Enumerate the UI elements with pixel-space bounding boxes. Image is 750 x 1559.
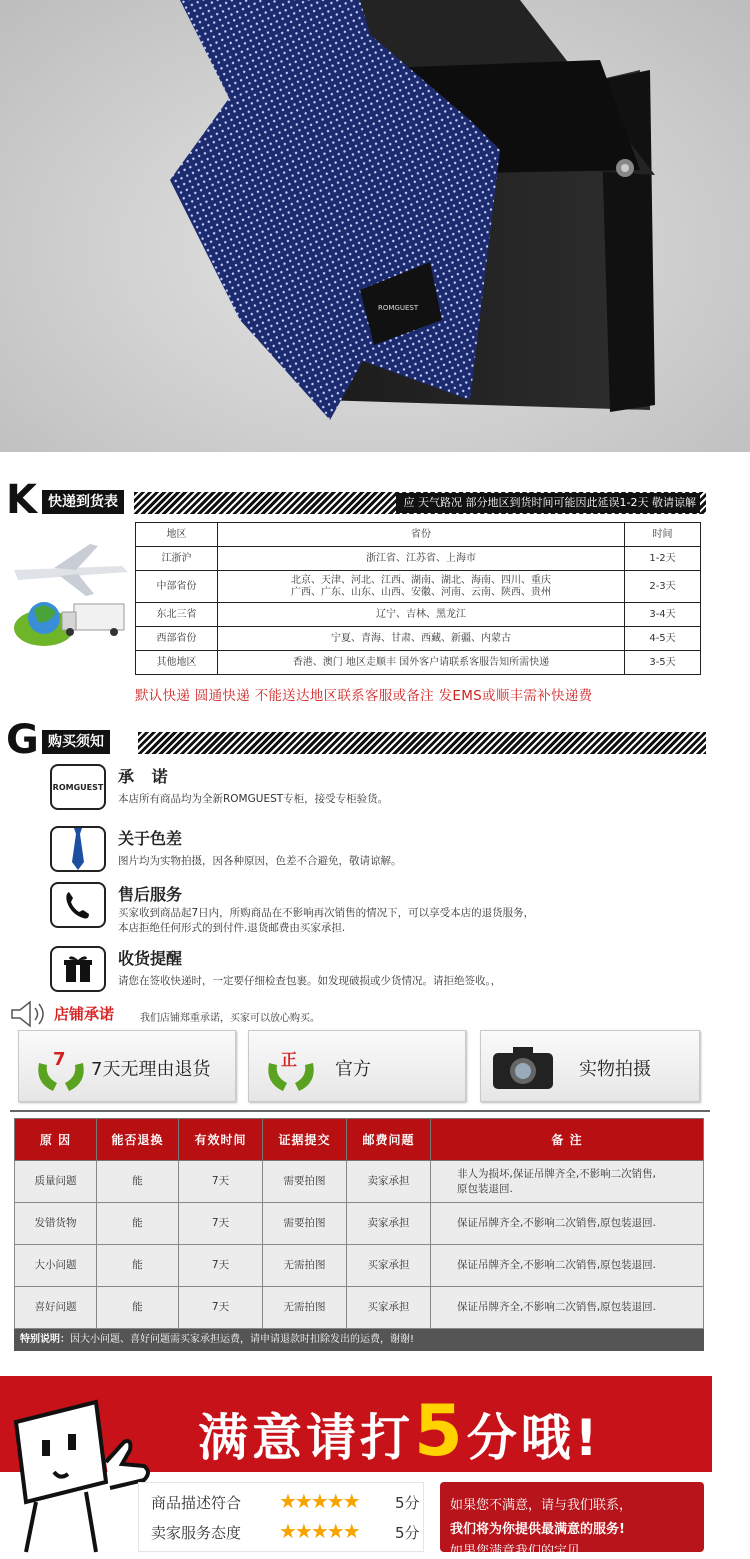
notice-text: 买家收到商品起7日内，所购商品在不影响再次销售的情况下，可以享受本店的退货服务， [118, 907, 535, 919]
returnable-cell: 能 [97, 1245, 179, 1287]
promise-label: 店铺承诺 [54, 1005, 115, 1023]
notice-text-2: 本店拒绝任何形式的到付件.退货邮费由买家承担. [118, 922, 346, 934]
evidence-cell: 需要拍图 [263, 1203, 347, 1245]
rating-title-b: 分哦! [466, 1409, 602, 1467]
reason-cell: 发错货物 [15, 1203, 97, 1245]
period-cell: 7天 [179, 1203, 263, 1245]
return-policy-table [14, 1118, 704, 1329]
badge-label: 实物拍摄 [579, 1059, 651, 1080]
table-header-row [15, 1119, 704, 1161]
camera-icon [491, 1043, 555, 1091]
section-title: 购买须知 [42, 730, 110, 754]
notice-title: 收货提醒 [118, 949, 183, 968]
badge-real-photo [480, 1030, 700, 1102]
mascot-thumbs-up-icon [6, 1392, 156, 1552]
time-cell: 3-4天 [625, 603, 701, 627]
header-cell: 证据提交 [263, 1119, 347, 1161]
rating-row [151, 1489, 421, 1515]
section-title: 快递到货表 [42, 490, 124, 514]
evidence-cell: 需要拍图 [263, 1161, 347, 1203]
provinces-cell: 宁夏、青海、甘肃、西藏、新疆、内蒙古 [218, 627, 625, 651]
header-cell: 原 因 [15, 1119, 97, 1161]
table-row [136, 603, 701, 627]
region-cell: 西部省份 [136, 627, 218, 651]
table-row [15, 1245, 704, 1287]
shipping-section-header [6, 477, 706, 523]
notice-text: 本店所有商品均为全新ROMGUEST专柜，接受专柜验货。 [118, 793, 389, 805]
hands-leaf-icon [263, 1043, 319, 1093]
time-cell: 3-5天 [625, 651, 701, 675]
provinces-cell: 香港、澳门 地区走顺丰 国外客户请联系客服告知所需快递 [218, 651, 625, 675]
footer-text: 因大小问题、喜好问题需买家承担运费，请申请退款时扣除发出的运费，谢谢! [70, 1334, 415, 1345]
contact-text-2: 我们将为你提供最满意的服务! [450, 1522, 625, 1537]
notice-text: 图片均为实物拍摄，因各种原因，色差不合避免，敬请谅解。 [118, 855, 402, 867]
header-cell: 能否退换 [97, 1119, 179, 1161]
contact-text-1: 如果您不满意，请与我们联系， [450, 1498, 633, 1513]
notice-title: 承 诺 [118, 767, 174, 786]
badge-7-day-return [18, 1030, 236, 1102]
table-row [136, 651, 701, 675]
note-cell: 保证吊牌齐全,不影响二次销售,原包装退回. [431, 1203, 704, 1245]
note-cell: 非人为损坏,保证吊牌齐全,不影响二次销售, 原包装退回. [431, 1161, 704, 1203]
badge-label: 7天无理由退货 [91, 1059, 211, 1080]
provinces-cell: 浙江省、江苏省、上海市 [218, 547, 625, 571]
star-rating-icon: ★★★★★ [279, 1519, 359, 1543]
notice-title: 关于色差 [118, 829, 183, 848]
hands-leaf-icon [33, 1043, 89, 1093]
rating-row [151, 1519, 421, 1545]
header-cell: 省份 [218, 523, 625, 547]
product-photo [0, 0, 750, 452]
returnable-cell: 能 [97, 1203, 179, 1245]
gift-icon [50, 946, 106, 992]
notice-text: 请您在签收快递时，一定要仔细检查包裹。如发现破损或少货情况。请拒绝签收。， [118, 975, 502, 987]
airplane-truck-icon [4, 540, 132, 650]
provinces-cell: 辽宁、吉林、黑龙江 [218, 603, 625, 627]
purchase-section-header [6, 717, 706, 763]
time-cell: 4-5天 [625, 627, 701, 651]
region-cell: 中部省份 [136, 571, 218, 603]
region-cell: 其他地区 [136, 651, 218, 675]
shipping-table [135, 522, 701, 675]
evidence-cell: 无需拍图 [263, 1287, 347, 1329]
header-cell: 邮费问题 [347, 1119, 431, 1161]
period-cell: 7天 [179, 1161, 263, 1203]
reason-cell: 大小问题 [15, 1245, 97, 1287]
rating-score: 5分 [395, 1524, 420, 1542]
footer-label: 特别说明： [20, 1334, 70, 1345]
striped-bar [138, 732, 706, 754]
badge-official [248, 1030, 466, 1102]
table-row [136, 547, 701, 571]
shipping-footer-note: 默认快递 圆通快递 不能送达地区联系客服或备注 发EMS或顺丰需补快递费 [135, 688, 593, 704]
divider [10, 1110, 710, 1112]
phone-icon [50, 882, 106, 928]
time-cell: 1-2天 [625, 547, 701, 571]
rating-title-number: 5 [414, 1390, 467, 1472]
postage-cell: 卖家承担 [347, 1161, 431, 1203]
badge-label: 官方 [335, 1059, 371, 1080]
rating-label: 商品描述符合 [151, 1494, 242, 1512]
shop-promise-row [10, 1000, 610, 1028]
header-cell: 地区 [136, 523, 218, 547]
postage-cell: 买家承担 [347, 1245, 431, 1287]
table-row [136, 627, 701, 651]
returnable-cell: 能 [97, 1161, 179, 1203]
promise-text: 我们店铺郑重承诺，买家可以放心购买。 [140, 1013, 320, 1024]
tie-in-box-image [0, 0, 750, 452]
table-row [136, 571, 701, 603]
notice-title: 售后服务 [118, 885, 183, 904]
rating-score: 5分 [395, 1494, 420, 1512]
period-cell: 7天 [179, 1287, 263, 1329]
section-letter: K [6, 477, 37, 523]
logo-text: ROMGUEST [52, 782, 104, 792]
section-letter: G [6, 717, 39, 763]
rating-scores [138, 1482, 424, 1552]
table-header-row [136, 523, 701, 547]
reason-cell: 质量问题 [15, 1161, 97, 1203]
badge-mark: 7 [53, 1049, 66, 1070]
note-cell: 保证吊牌齐全,不影响二次销售,原包装退回. [431, 1245, 704, 1287]
note-cell: 保证吊牌齐全,不影响二次销售,原包装退回. [431, 1287, 704, 1329]
evidence-cell: 无需拍图 [263, 1245, 347, 1287]
romguest-logo-icon [50, 764, 106, 810]
region-cell: 东北三省 [136, 603, 218, 627]
table-row [15, 1287, 704, 1329]
reason-cell: 喜好问题 [15, 1287, 97, 1329]
time-cell: 2-3天 [625, 571, 701, 603]
header-cell: 有效时间 [179, 1119, 263, 1161]
rating-banner [0, 1376, 750, 1559]
rating-label: 卖家服务态度 [151, 1524, 242, 1542]
header-cell: 备 注 [431, 1119, 704, 1161]
svg-text:ROMGUEST: ROMGUEST [378, 304, 419, 312]
delay-notice: 应 天气路况 部分地区到货时间可能因此延误1-2天 敬请谅解 [396, 493, 700, 513]
badge-mark: 正 [281, 1050, 298, 1069]
star-rating-icon: ★★★★★ [279, 1489, 359, 1513]
table-row [15, 1203, 704, 1245]
postage-cell: 买家承担 [347, 1287, 431, 1329]
period-cell: 7天 [179, 1245, 263, 1287]
provinces-cell: 北京、天津、河北、江西、湖南、湖北、海南、四川、重庆 广西、广东、山东、山西、安徽、河南、云南、陕西、贵州 [218, 571, 625, 603]
header-cell: 时间 [625, 523, 701, 547]
contact-box [440, 1482, 704, 1559]
returnable-cell: 能 [97, 1287, 179, 1329]
postage-cell: 卖家承担 [347, 1203, 431, 1245]
tie-icon [50, 826, 106, 872]
return-footer [14, 1329, 704, 1351]
table-row [15, 1161, 704, 1203]
rating-title [198, 1390, 602, 1472]
speaker-icon [10, 1000, 48, 1028]
rating-title-a: 满意请打 [198, 1409, 414, 1467]
return-policy [14, 1118, 704, 1351]
region-cell: 江浙沪 [136, 547, 218, 571]
contact-text-3: 如果您满意我们的宝贝 [450, 1544, 581, 1559]
